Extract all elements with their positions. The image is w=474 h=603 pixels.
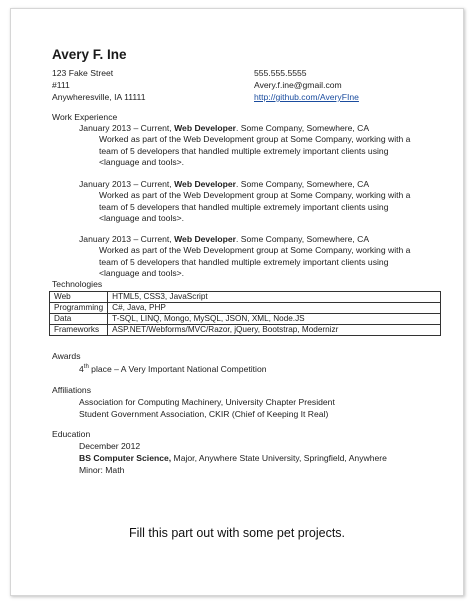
tech-value: HTML5, CSS3, JavaScript (108, 292, 441, 303)
education-date: December 2012 (79, 441, 141, 451)
affiliation-item: Association for Computing Machinery, University Chapter President (79, 397, 335, 407)
candidate-name: Avery F. Ine (52, 47, 127, 62)
email-address: Avery.f.ine@gmail.com (254, 80, 342, 90)
github-link[interactable]: http://github.com/AveryFIne (254, 92, 359, 102)
table-row (50, 325, 441, 336)
technologies-heading: Technologies (52, 279, 103, 289)
tech-value: ASP.NET/Webforms/MVC/Razor, jQuery, Bootstrap, Modernizr (108, 325, 441, 336)
tech-label: Frameworks (50, 325, 108, 336)
tech-label: Data (50, 314, 108, 325)
resume-document (11, 9, 463, 595)
tech-label: Programming (50, 303, 108, 314)
job-3-date: January 2013 – Current, (79, 234, 172, 244)
job-3-role: Web Developer (174, 234, 237, 244)
education-degree-line (79, 452, 387, 464)
affiliation-item: Student Government Association, CKIR (Chief of Keeping It Real) (79, 409, 329, 419)
address-line-2: #111 (52, 80, 70, 90)
job-1-company: . Some Company, Somewhere, CA (236, 123, 370, 133)
job-3-header (79, 234, 369, 244)
resume-page (10, 8, 464, 596)
table-row (50, 292, 441, 303)
pet-projects-note: Fill this part out with some pet projects. (128, 526, 346, 540)
award-item (79, 363, 267, 375)
address-line-1: 123 Fake Street (52, 68, 114, 78)
tech-value: T-SQL, LINQ, Mongo, MySQL, JSON, XML, Node.JS (108, 314, 441, 325)
work-experience-heading: Work Experience (52, 112, 118, 122)
phone-number: 555.555.5555 (254, 68, 307, 78)
award-text: place – A Very Important National Competition (88, 364, 267, 374)
address-line-3: Anywheresville, IA 11111 (52, 92, 146, 102)
job-2-date: January 2013 – Current, (79, 179, 172, 189)
job-1-date: January 2013 – Current, (79, 123, 172, 133)
job-3-description: Worked as part of the Web Development group at Some Company, working with a team of 5 developers that handled multiple extremely important clients using <language and tools>. (99, 245, 411, 278)
job-1-header (79, 123, 369, 133)
award-place-suffix: th (83, 364, 89, 371)
tech-label: Web (50, 292, 108, 303)
table-row (50, 314, 441, 325)
job-2-description: Worked as part of the Web Development group at Some Company, working with a team of 5 developers that handled multiple extremely important clients using <language and tools>. (99, 190, 411, 223)
job-2-company: . Some Company, Somewhere, CA (236, 179, 370, 189)
affiliations-heading: Affiliations (52, 385, 92, 395)
award-place: 4 (79, 364, 84, 374)
technologies-table (49, 291, 441, 336)
tech-value: C#, Java, PHP (108, 303, 441, 314)
table-row (50, 303, 441, 314)
education-detail: Major, Anywhere State University, Springfield, Anywhere (171, 453, 387, 463)
job-1-role: Web Developer (174, 123, 237, 133)
job-3-company: . Some Company, Somewhere, CA (236, 234, 370, 244)
job-2-role: Web Developer (174, 179, 237, 189)
job-1-description: Worked as part of the Web Development group at Some Company, working with a team of 5 developers that handled multiple extremely important clients using <language and tools>. (99, 134, 411, 167)
education-degree: BS Computer Science, (79, 453, 172, 463)
education-minor: Minor: Math (79, 465, 125, 475)
awards-heading: Awards (52, 351, 81, 361)
education-heading: Education (52, 429, 91, 439)
job-2-header (79, 179, 369, 189)
